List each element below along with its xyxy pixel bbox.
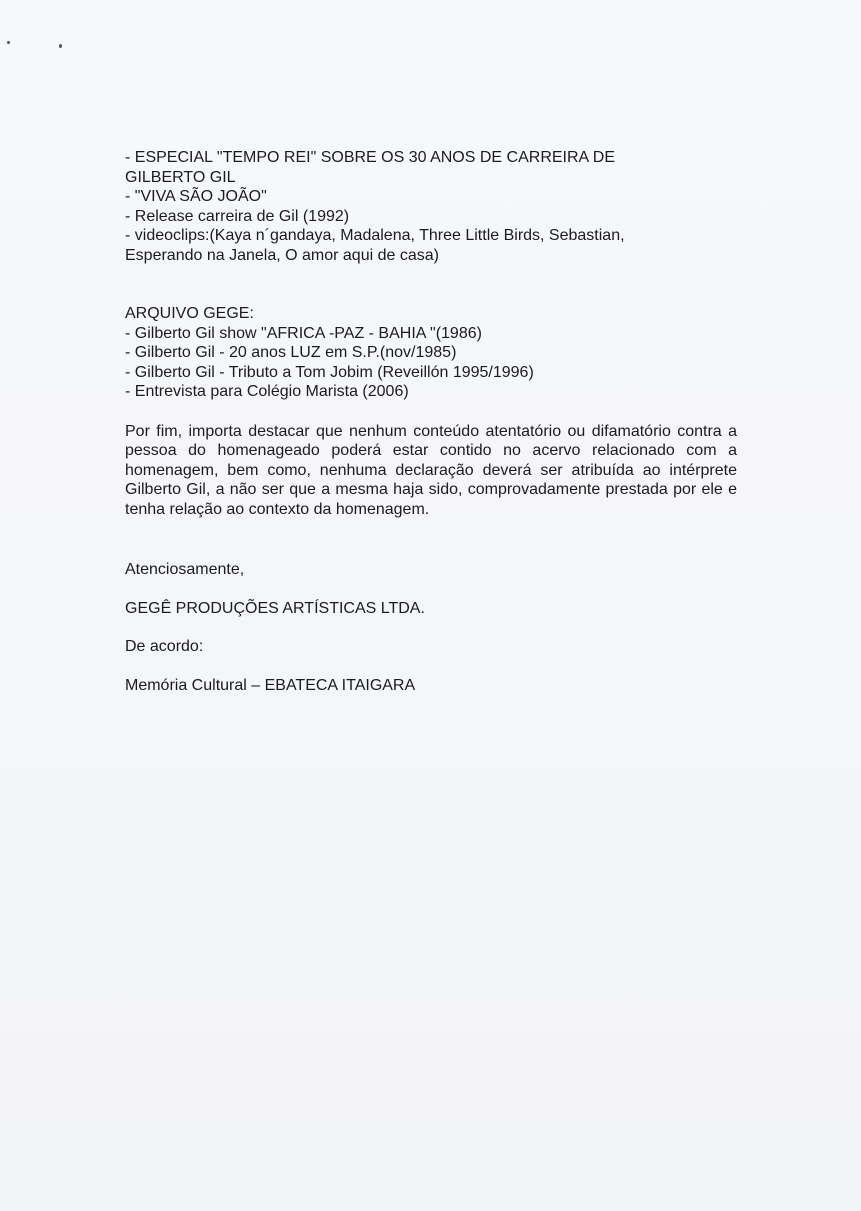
agreement-label: De acordo: (125, 638, 204, 655)
arquivo-gege-list (125, 304, 737, 402)
list-item: - Gilberto Gil show "AFRICA -PAZ - BAHIA "(1986) (125, 324, 482, 342)
document-body (125, 148, 737, 714)
material-list (125, 148, 737, 265)
list-item: - "VIVA SÃO JOÃO" (125, 188, 267, 205)
list-item: - videoclips:(Kaya n´gandaya, Madalena, Three Little Birds, Sebastian, (125, 227, 625, 244)
scan-mark (7, 41, 10, 44)
company-name: GEGÊ PRODUÇÕES ARTÍSTICAS LTDA. (125, 599, 425, 617)
list-item: GILBERTO GIL (125, 168, 236, 186)
list-item: - Gilberto Gil - 20 anos LUZ em S.P.(nov/1985) (125, 344, 457, 361)
list-item: - Entrevista para Colégio Marista (2006) (125, 383, 409, 400)
section-heading: ARQUIVO GEGE: (125, 305, 254, 322)
list-item: Esperando na Janela, O amor aqui de casa) (125, 246, 439, 264)
list-item: - Gilberto Gil - Tributo a Tom Jobim (Reveillón 1995/1996) (125, 363, 534, 381)
list-item: - Release carreira de Gil (1992) (125, 207, 350, 225)
list-item: - ESPECIAL "TEMPO REI" SOBRE OS 30 ANOS DE CARREIRA DE (125, 149, 616, 166)
disclaimer-paragraph: Por fim, importa destacar que nenhum conteúdo atentatório ou difamatório contra a pessoa do homenageado poderá estar contido no acervo relacionado com a homenagem, bem como, nenhuma declaração deverá ser atribuída ao intérprete Gilberto Gil, a não ser que a mesma haja sido, comprovadamente prestada por ele e tenha relação ao contexto da homenagem. (125, 422, 737, 518)
scan-mark (59, 44, 62, 48)
counterparty-name: Memória Cultural – EBATECA ITAIGARA (125, 676, 416, 694)
salutation: Atenciosamente, (125, 561, 245, 578)
